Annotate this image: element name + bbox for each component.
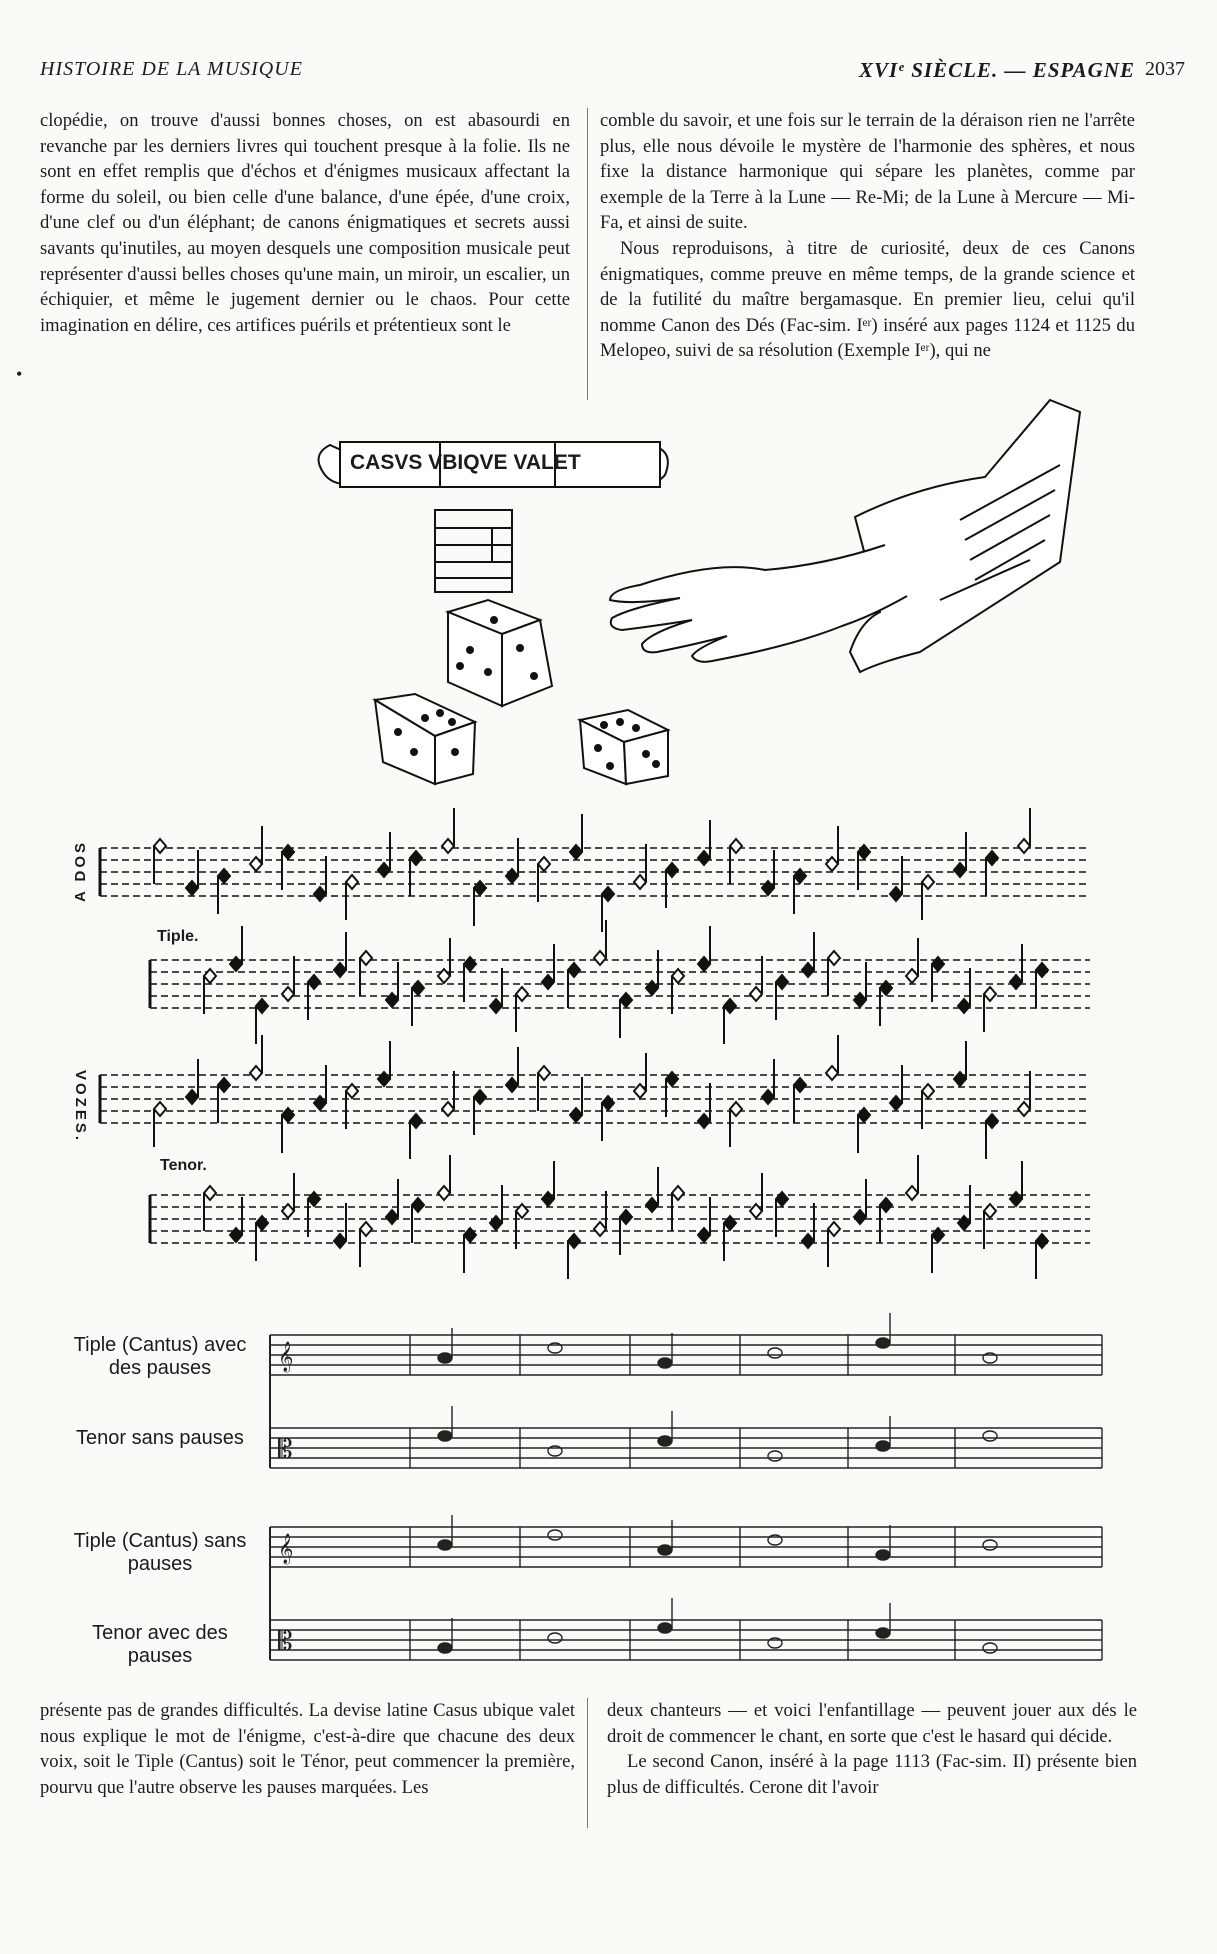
facsimile-note: [594, 1191, 606, 1236]
example-label: Tenor sans pauses: [76, 1427, 244, 1449]
facsimile-note: [308, 975, 320, 1020]
facsimile-note: [386, 1179, 398, 1224]
facsimile-note: [698, 820, 710, 865]
modern-note: [876, 1313, 890, 1348]
facsimile-note: [412, 1198, 424, 1243]
modern-note: [983, 1643, 997, 1653]
facsimile-note: [954, 832, 966, 877]
die: [580, 710, 668, 784]
facsimile-note: [666, 863, 678, 908]
svg-text:𝄞: 𝄞: [278, 1534, 294, 1564]
running-header-right: XVIᵉ SIÈCLE. — ESPAGNE: [859, 58, 1135, 82]
facsimile-note: [506, 1047, 518, 1092]
facsimile-note: [378, 832, 390, 877]
facsimile-note: [594, 920, 606, 965]
facsimile-staff: [100, 1075, 1090, 1123]
facsimile-note: [922, 875, 934, 920]
facsimile-note: [762, 1059, 774, 1104]
facsimile-note: [218, 1078, 230, 1123]
facsimile-note: [828, 1222, 840, 1267]
facsimile-note: [314, 856, 326, 901]
modern-note: [438, 1618, 452, 1653]
facsimile-note: [602, 887, 614, 932]
banner-motto: CASVS VBIQVE VALET: [350, 451, 581, 474]
facsimile-note: [776, 975, 788, 1020]
facsimile-note: [542, 1161, 554, 1206]
margin-mark: •: [16, 364, 23, 384]
bottom-left-column: [40, 1698, 575, 1800]
facsimile-note: [750, 956, 762, 1001]
facsimile-note: [412, 981, 424, 1026]
facsimile-note: [1036, 963, 1048, 1008]
paragraph: comble du savoir, et une fois sur le terrain de la déraison rien ne l'arrête plus, elle nous dévoile le mystère de l'harmonie des sphères, et nous fixe la distance harmonique qui sépare les planètes, comme par exemple de la Terre à la Lune — Re-Mi; de la Lune à Mercure — Mi-Fa, et ainsi de suite.: [600, 110, 1135, 234]
facsimile-note: [854, 1179, 866, 1224]
facsimile-note: [858, 1108, 870, 1153]
svg-text:𝄞: 𝄞: [278, 1342, 294, 1372]
facsimile-note: [698, 1083, 710, 1128]
facsimile-note: [634, 844, 646, 889]
facsimile-note: [334, 1203, 346, 1248]
example-label: Tenor avec des pauses: [92, 1622, 228, 1667]
paragraph: deux chanteurs — et voici l'enfantillage — peuvent jouer aux dés le droit de commencer le chant, en sorte que c'est le hasard qui décide.: [607, 1700, 1137, 1747]
facsimile-note: [880, 981, 892, 1026]
facsimile-note: [568, 963, 580, 1008]
facsimile-note: [724, 1216, 736, 1261]
paragraph: Nous reproduisons, à titre de curiosité, deux de ces Canons énigmatiques, comme preuve en même temps, de la grande science et de la futilité du maître bergamasque. En premier lieu, celui qu'il nomme Canon des Dés (Fac-sim. Iᵉʳ) inséré aux pages 1124 et 1125 du Melopeo, suivi de sa résolution (Exemple Iᵉʳ), qui ne: [600, 237, 1135, 362]
facsimile-note: [698, 926, 710, 971]
page-number: 2037: [1145, 58, 1185, 80]
facsimile-note: [186, 1059, 198, 1104]
example-label: Tiple (Cantus) sans pauses: [73, 1530, 247, 1575]
facsimile-note: [490, 968, 502, 1013]
modern-note: [548, 1633, 562, 1643]
svg-text:𝄡: 𝄡: [278, 1435, 293, 1465]
column-divider: [587, 1698, 588, 1828]
tiple-label: Tiple.: [157, 928, 199, 945]
facsimile-note: [204, 1186, 216, 1231]
facsimile-note: [568, 1234, 580, 1279]
facsimile-note: [1018, 1071, 1030, 1116]
facsimile-note: [958, 968, 970, 1013]
facsimile-note: [880, 1198, 892, 1243]
facsimile-note: [442, 1071, 454, 1116]
facsimile-note: [672, 1186, 684, 1231]
die: [448, 600, 552, 706]
facsimile-note: [218, 869, 230, 914]
facsimile-note: [542, 944, 554, 989]
modern-staff: [270, 1620, 1102, 1660]
facsimile-note: [802, 932, 814, 977]
facsimile-note: [730, 839, 742, 884]
facsimile-note: [282, 1108, 294, 1153]
facsimile-note: [154, 839, 166, 884]
facsimile-note: [154, 1102, 166, 1147]
bottom-right-column: [607, 1698, 1137, 1800]
facsimile-note: [474, 881, 486, 926]
facsimile-note: [360, 1222, 372, 1267]
facsimile-note: [1010, 944, 1022, 989]
facsimile-note: [230, 926, 242, 971]
facsimile-note: [464, 1228, 476, 1273]
facsimile-note: [360, 951, 372, 996]
facsimile-note: [346, 875, 358, 920]
facsimile-note: [620, 1210, 632, 1255]
facsimile-note: [442, 808, 454, 853]
paragraph: Le second Canon, inséré à la page 1113 (Fac-sim. II) présente bien plus de difficultés. Cerone dit l'avoir: [607, 1751, 1137, 1798]
facsimile-note: [954, 1041, 966, 1086]
facsimile-note: [538, 1066, 550, 1111]
facsimile-note: [378, 1041, 390, 1086]
modern-note: [438, 1406, 452, 1441]
example-label: Tiple (Cantus) avec des pauses: [73, 1334, 247, 1379]
facsimile-note: [984, 987, 996, 1032]
grid-square: [435, 510, 512, 592]
die: [375, 694, 475, 784]
facsimile-note: [890, 856, 902, 901]
facsimile-note: [828, 951, 840, 996]
facsimile-note: [282, 956, 294, 1001]
modern-note: [658, 1333, 672, 1368]
modern-staff: [270, 1428, 1102, 1468]
facsimile-note: [474, 1090, 486, 1135]
facsimile-note: [602, 1096, 614, 1141]
paragraph: clopédie, on trouve d'aussi bonnes choses, on est abasourdi en revanche par les derniers livres qui touchent presque à la folie. Ils ne sont en effet remplis que d'échos et d'énigmes musicaux affectant la forme du soleil, ou bien celle d'une balance, d'une épée, d'une croix, d'une clef ou d'un éléphant; de canons énigmatiques et secrets aussi savants qu'inutiles, au moyen desquels une composition musicale peut représenter d'aussi belles choses qu'une main, un miroir, un escalier, un échiquier, et même le jugement dernier ou le chaos. Pour cette imagination en délire, ces artifices puérils et prétentieux sont le: [40, 110, 570, 336]
facsimile-note: [730, 1102, 742, 1147]
modern-note: [438, 1515, 452, 1550]
facsimile-staff: [100, 848, 1090, 896]
vertical-label: A DOS: [72, 840, 89, 902]
facsimile-note: [986, 1114, 998, 1159]
facsimile-note: [620, 993, 632, 1038]
facsimile-note: [794, 869, 806, 914]
facsimile-note: [410, 851, 422, 896]
hand-throwing-dice: [610, 400, 1080, 672]
facsimile-note: [826, 1035, 838, 1080]
modern-note: [983, 1540, 997, 1550]
modern-note: [768, 1451, 782, 1461]
facsimile-note: [516, 987, 528, 1032]
paragraph: présente pas de grandes difficultés. La devise latine Casus ubique valet nous explique le mot de l'énigme, c'est-à-dire que chacune des deux voix, soit le Tiple (Cantus) soit le Ténor, peut commencer la première, pourvu que l'autre observe les pauses marquées. Les: [40, 1700, 575, 1798]
modern-note: [876, 1416, 890, 1451]
facsimile-note: [438, 1155, 450, 1200]
facsimile-note: [724, 999, 736, 1044]
tenor-label: Tenor.: [160, 1157, 207, 1174]
facsimile-note: [802, 1203, 814, 1248]
facsimile-note: [1036, 1234, 1048, 1279]
running-header-left: HISTOIRE DE LA MUSIQUE: [40, 58, 303, 80]
facsimile-note: [410, 1114, 422, 1159]
facsimile-note: [570, 814, 582, 859]
facsimile-note: [986, 851, 998, 896]
facsimile-note: [646, 1167, 658, 1212]
facsimile-note: [1010, 1161, 1022, 1206]
modern-note: [658, 1598, 672, 1633]
modern-note: [983, 1431, 997, 1441]
facsimile-note: [794, 1078, 806, 1123]
vertical-label: VOZES.: [72, 1070, 89, 1144]
facsimile-note: [906, 1155, 918, 1200]
modern-note: [548, 1530, 562, 1540]
facsimile-note: [1018, 808, 1030, 853]
facsimile-note: [932, 1228, 944, 1273]
modern-note: [876, 1525, 890, 1560]
facsimile-note: [256, 1216, 268, 1261]
modern-note: [768, 1348, 782, 1358]
svg-text:𝄡: 𝄡: [278, 1627, 293, 1657]
facsimile-note: [334, 932, 346, 977]
